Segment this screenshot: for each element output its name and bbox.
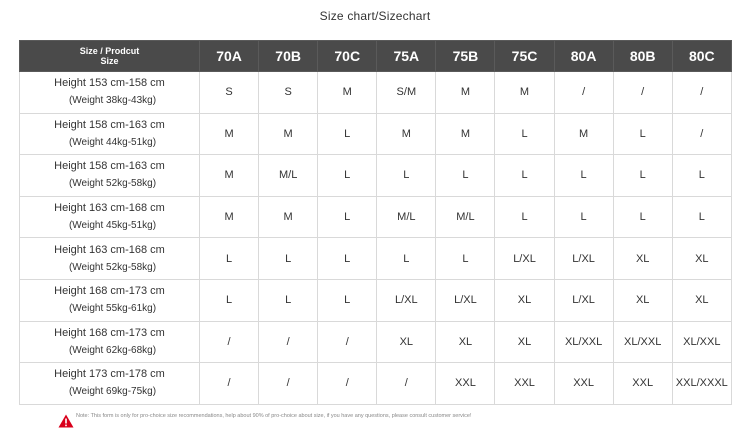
size-cell: L/XL (436, 279, 495, 321)
column-header: 75A (377, 41, 436, 72)
table-row (20, 238, 732, 280)
table-row (20, 279, 732, 321)
size-cell: XL (613, 279, 672, 321)
table-row (20, 363, 732, 405)
row-header-cell (20, 155, 200, 197)
column-header: 70C (318, 41, 377, 72)
column-header: 80B (613, 41, 672, 72)
table-row (20, 113, 732, 155)
size-cell: M (436, 72, 495, 114)
weight-range: (Weight 69kg-75kg) (68, 386, 157, 398)
size-cell: M (200, 155, 259, 197)
size-cell: / (200, 321, 259, 363)
column-header: 70B (259, 41, 318, 72)
size-cell: M (259, 113, 318, 155)
column-header: 75C (495, 41, 554, 72)
row-header-cell (20, 238, 200, 280)
disclaimer-note (58, 413, 618, 428)
size-cell: M (318, 72, 377, 114)
row-header-cell (20, 113, 200, 155)
size-cell: XL/XXL (554, 321, 613, 363)
size-cell: L (613, 196, 672, 238)
size-cell: L (672, 155, 731, 197)
note-text: Note: This form is only for pro-choice size recommendations, help about 90% of pro-choice about size, if you have any questions, please consult customer service! (76, 413, 472, 419)
size-cell: M/L (259, 155, 318, 197)
size-cell: L (672, 196, 731, 238)
size-cell: XXL (613, 363, 672, 405)
size-cell: M/L (377, 196, 436, 238)
size-cell: L (377, 155, 436, 197)
size-cell: / (318, 363, 377, 405)
table-header (20, 41, 732, 72)
size-cell: XXL (436, 363, 495, 405)
size-cell: XL (672, 238, 731, 280)
size-cell: L (200, 279, 259, 321)
size-cell: L (495, 155, 554, 197)
size-cell: M (259, 196, 318, 238)
size-cell: L (495, 113, 554, 155)
size-cell: / (672, 113, 731, 155)
size-cell: L/XL (554, 238, 613, 280)
weight-range: (Weight 55kg-61kg) (68, 303, 157, 315)
size-cell: M/L (436, 196, 495, 238)
table-row (20, 321, 732, 363)
size-cell: L (200, 238, 259, 280)
size-cell: XL/XXL (613, 321, 672, 363)
size-cell: L (377, 238, 436, 280)
height-range: Height 158 cm-163 cm (54, 118, 165, 131)
column-header: 75B (436, 41, 495, 72)
height-range: Height 163 cm-168 cm (54, 202, 165, 215)
weight-range: (Weight 52kg-58kg) (68, 261, 157, 273)
height-range: Height 153 cm-158 cm (54, 77, 165, 90)
size-cell: XL (377, 321, 436, 363)
size-cell: L (318, 279, 377, 321)
size-cell: XL (436, 321, 495, 363)
chart-title: Size chart/Sizechart (319, 9, 431, 23)
size-cell: / (259, 321, 318, 363)
height-range: Height 163 cm-168 cm (54, 243, 165, 256)
size-cell: L (495, 196, 554, 238)
weight-range: (Weight 44kg-51kg) (68, 136, 157, 148)
size-cell: L/XL (554, 279, 613, 321)
height-range: Height 173 cm-178 cm (54, 368, 165, 381)
row-header-cell (20, 279, 200, 321)
weight-range: (Weight 45kg-51kg) (68, 220, 157, 232)
size-cell: XL (495, 321, 554, 363)
size-cell: L (613, 113, 672, 155)
size-cell: L (318, 155, 377, 197)
size-cell: / (259, 363, 318, 405)
height-range: Height 168 cm-173 cm (54, 285, 165, 298)
size-cell: / (613, 72, 672, 114)
size-cell: / (200, 363, 259, 405)
size-cell: / (554, 72, 613, 114)
size-cell: L (318, 196, 377, 238)
column-header: 80C (672, 41, 731, 72)
weight-range: (Weight 52kg-58kg) (68, 178, 157, 190)
row-header-cell (20, 321, 200, 363)
size-chart-table (19, 40, 732, 405)
size-cell: M (200, 113, 259, 155)
height-range: Height 158 cm-163 cm (54, 160, 165, 173)
header-corner-cell (20, 41, 200, 72)
size-cell: S (200, 72, 259, 114)
size-cell: L (554, 196, 613, 238)
weight-range: (Weight 38kg-43kg) (68, 95, 157, 107)
size-cell: M (495, 72, 554, 114)
size-cell: XL (672, 279, 731, 321)
size-cell: L/XL (377, 279, 436, 321)
column-header: 80A (554, 41, 613, 72)
size-cell: S (259, 72, 318, 114)
size-cell: S/M (377, 72, 436, 114)
table-body (20, 72, 732, 405)
size-cell: L (259, 279, 318, 321)
size-cell: / (377, 363, 436, 405)
size-cell: L (318, 238, 377, 280)
weight-range: (Weight 62kg-68kg) (68, 344, 157, 356)
table-row (20, 196, 732, 238)
size-cell: L (436, 238, 495, 280)
size-cell: M (377, 113, 436, 155)
row-header-cell (20, 72, 200, 114)
size-cell: L (259, 238, 318, 280)
size-cell: XL (613, 238, 672, 280)
size-cell: L (554, 155, 613, 197)
row-header-cell (20, 363, 200, 405)
column-header: 70A (200, 41, 259, 72)
size-cell: XXL (495, 363, 554, 405)
size-cell: M (436, 113, 495, 155)
corner-label-line2: Size (100, 56, 119, 66)
size-cell: XXL (554, 363, 613, 405)
row-header-cell (20, 196, 200, 238)
table-row (20, 72, 732, 114)
height-range: Height 168 cm-173 cm (54, 326, 165, 339)
size-cell: L (613, 155, 672, 197)
size-cell: XXL/XXXL (672, 363, 731, 405)
size-cell: / (672, 72, 731, 114)
size-cell: L/XL (495, 238, 554, 280)
size-cell: M (554, 113, 613, 155)
table-row (20, 155, 732, 197)
size-cell: L (318, 113, 377, 155)
warning-icon (58, 414, 74, 428)
size-cell: XL (495, 279, 554, 321)
corner-label-line1: Size / Prodcut (79, 46, 140, 56)
size-cell: / (318, 321, 377, 363)
size-cell: XL/XXL (672, 321, 731, 363)
size-cell: L (436, 155, 495, 197)
size-cell: M (200, 196, 259, 238)
